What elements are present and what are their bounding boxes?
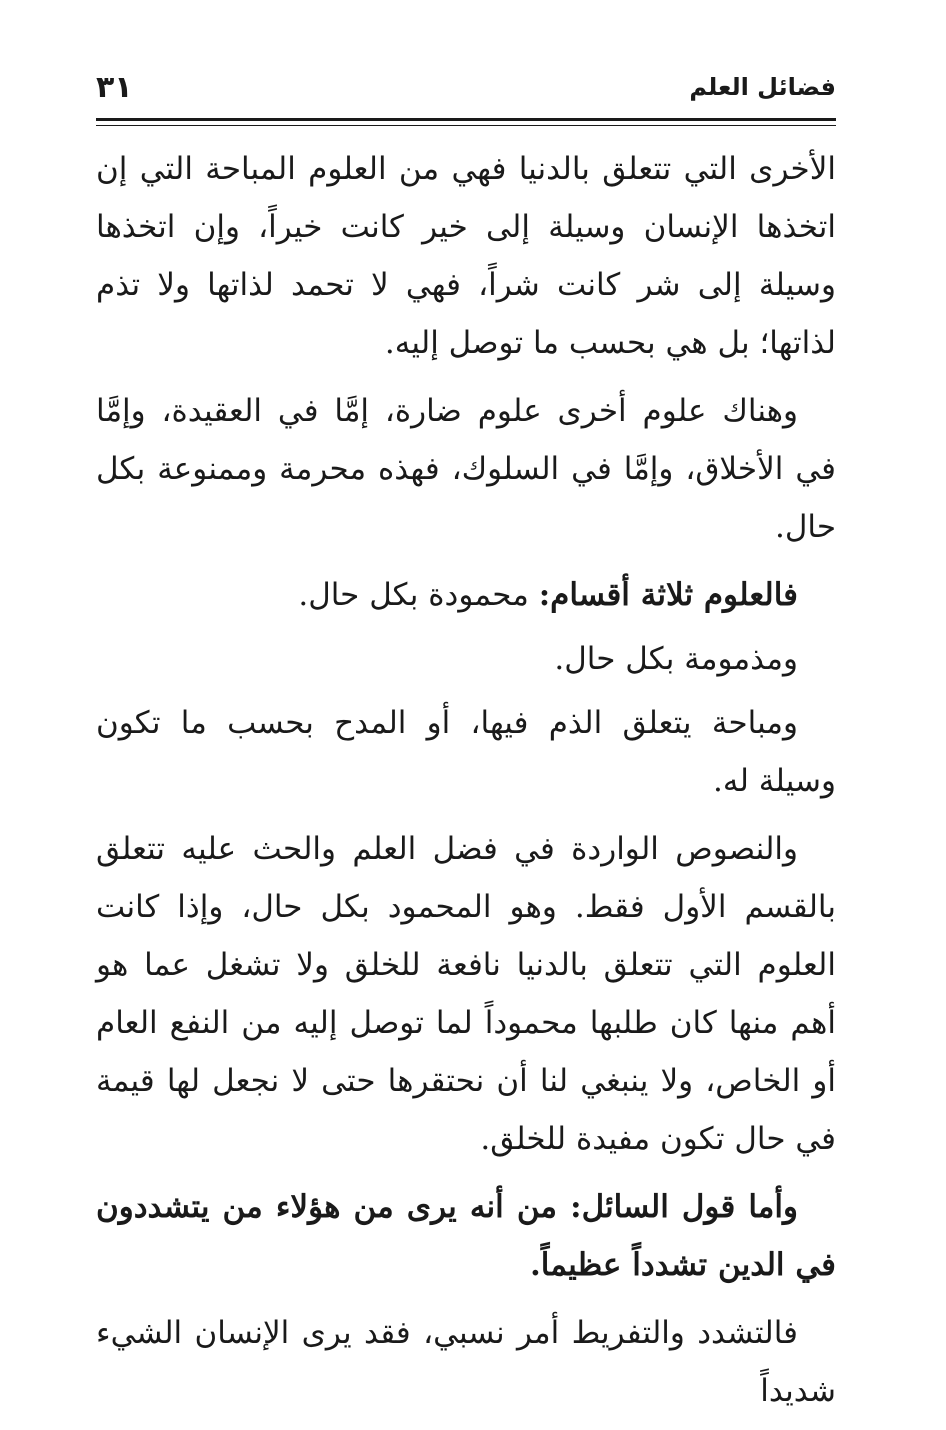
header-rule-thick [96,118,836,121]
header-rule-thin [96,125,836,126]
paragraph-8: فالتشدد والتفريط أمر نسبي، فقد يرى الإنسان الشيء شديداً [96,1315,836,1409]
page-number: ٣١ [96,69,133,105]
paragraph-2: وهناك علوم أخرى علوم ضارة، إمَّا في العقيدة، وإمَّا في الأخلاق، وإمَّا في السلوك، فهذه محرمة وممنوعة بكل حال. [96,393,836,545]
paragraph-7-lead: وأما قول السائل: [570,1189,798,1225]
paragraph-7-text: من أنه يرى من هؤلاء من يتشددون في الدين تشدداً عظيماً. [96,1189,836,1283]
paragraph-4: ومذمومة بكل حال. [554,641,798,677]
page-header [96,62,836,112]
paragraph-3-text: محمودة بكل حال. [298,577,539,613]
paragraph-3-bold-lead: فالعلوم ثلاثة أقسام: [538,577,798,613]
body-text [96,140,836,1430]
paragraph-1: الأخرى التي تتعلق بالدنيا فهي من العلوم المباحة التي إن اتخذها الإنسان وسيلة إلى خير كانت خيراً، وإن اتخذها وسيلة إلى شر كانت شراً، فهي لا تحمد لذاتها ولا تذم لذاتها؛ بل هي بحسب ما توصل إليه. [96,151,836,361]
paragraph-5: ومباحة يتعلق الذم فيها، أو المدح بحسب ما تكون وسيلة له. [96,705,836,799]
paragraph-3 [96,566,836,624]
paragraph-6: والنصوص الواردة في فضل العلم والحث عليه تتعلق بالقسم الأول فقط. وهو المحمود بكل حال، وإذا كانت العلوم التي تتعلق بالدنيا نافعة للخلق ولا تشغل عما هو أهم منها كان طلبها محموداً لما توصل إليه من النفع العام أو الخاص، ولا ينبغي لنا أن نحتقرها حتى لا نجعل لها قيمة في حال تكون مفيدة للخلق. [96,831,836,1157]
paragraph-7 [96,1178,836,1294]
running-title: فضائل العلم [689,73,836,101]
